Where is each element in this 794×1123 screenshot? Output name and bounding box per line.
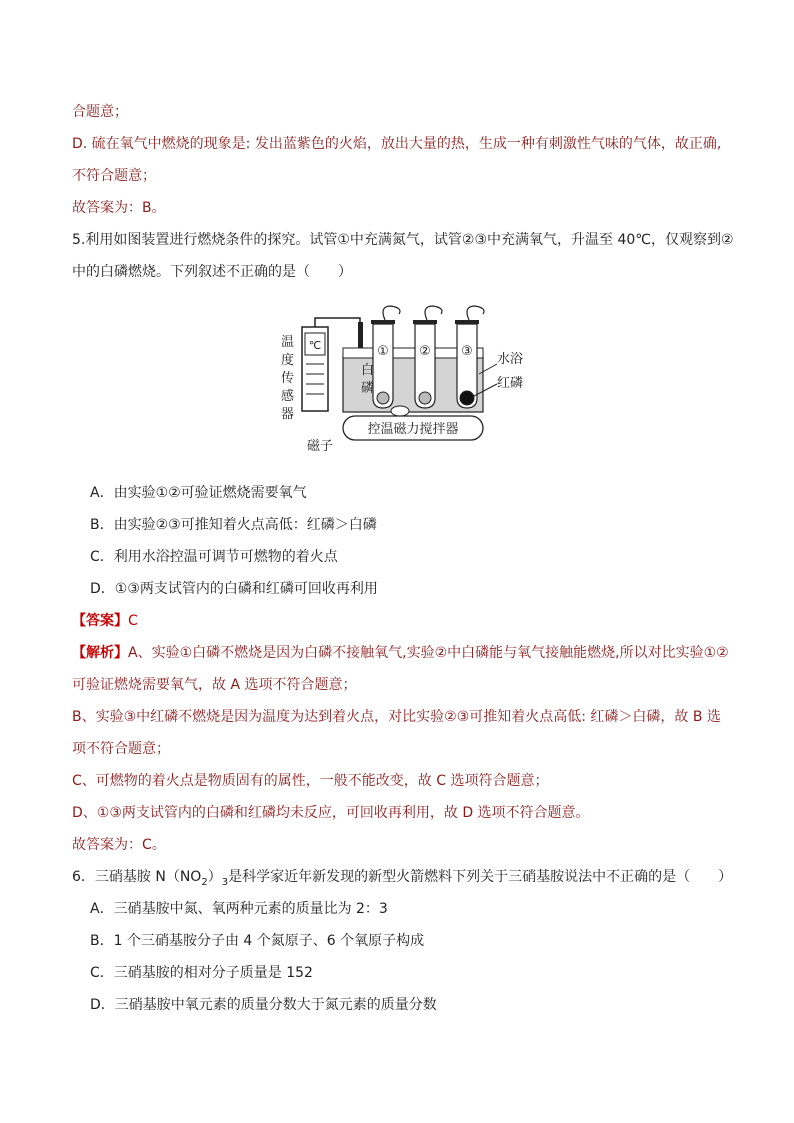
sensor-label-1: 温 (281, 335, 295, 350)
q5-stem-line-2: 中的白磷燃烧。下列叙述不正确的是（ ） (72, 264, 352, 280)
q6-stem-post: 是科学家近年新发现的新型火箭燃料下列关于三硝基胺说法中不正确的是（ ） (228, 869, 733, 885)
red-p-label: 红磷 (497, 376, 524, 391)
tube-label-1: ① (377, 344, 389, 359)
water-bath-label: 水浴 (497, 352, 524, 367)
q5-option-a: A．由实验①②可验证燃烧需要氧气 (90, 485, 307, 501)
white-phosphorus-1 (377, 392, 389, 404)
analysis-tag: 【解析】 (72, 645, 128, 661)
combustion-apparatus-diagram (275, 300, 524, 460)
red-phosphorus (460, 391, 474, 405)
prev-answer-line-2: D. 硫在氧气中燃烧的现象是: 发出蓝紫色的火焰，放出大量的热，生成一种有刺激性气味的气体，故正确, (72, 136, 722, 152)
sensor-label-3: 传 (281, 371, 295, 386)
q5-option-d: D．①③两支试管内的白磷和红磷可回收再利用 (90, 581, 378, 597)
q5-analysis-line-3: B、实验③中红磷不燃烧是因为温度为达到着火点，对比实验②③可推知着火点高低: 红磷＞白磷，故 B 选 (72, 709, 721, 725)
q5-stem-line-1: 5.利用如图装置进行燃烧条件的探究。试管①中充满氮气，试管②③中充满氧气，升温至 40℃，仅观察到② (72, 232, 734, 248)
prev-answer-line-1: 合题意； (72, 104, 128, 120)
q5-conclusion: 故答案为：C。 (72, 837, 166, 853)
stirrer-label: 控温磁力搅拌器 (367, 422, 459, 437)
prev-answer-conclusion: 故答案为：B。 (72, 200, 166, 216)
sensor-label-4: 感 (281, 389, 295, 404)
tube-label-3: ③ (461, 344, 473, 359)
sensor-label-5: 器 (281, 407, 295, 422)
sensor-display-unit: ℃ (308, 339, 322, 352)
q6-stem-pre: 6．三硝基胺 N（NO (72, 869, 202, 885)
sensor-label-2: 度 (281, 353, 295, 368)
answer-tag: 【答案】 (72, 613, 128, 629)
q5-analysis-line-5: C、可燃物的着火点是物质固有的属性，一般不能改变，故 C 选项符合题意； (72, 773, 549, 789)
white-phosphorus-2 (419, 392, 431, 404)
white-p-label-1: 白 (361, 363, 375, 378)
q5-option-b: B．由实验②③可推知着火点高低：红磷＞白磷 (90, 517, 377, 533)
q5-analysis-line-6: D、①③两支试管内的白磷和红磷均未反应，可回收再利用，故 D 选项不符合题意。 (72, 805, 590, 821)
q6-sub-2: 3 (221, 876, 229, 888)
magnet-label: 磁子 (307, 439, 334, 454)
q6-option-a: A．三硝基胺中氮、氧两种元素的质量比为 2：3 (90, 901, 388, 917)
sensor-wire (315, 318, 360, 327)
white-p-label-2: 磷 (361, 381, 375, 396)
q6-option-b: B．1 个三硝基胺分子由 4 个氮原子、6 个氧原子构成 (90, 933, 425, 949)
analysis-text-1: A、实验①白磷不燃烧是因为白磷不接触氧气,实验②中白磷能与氧气接触能燃烧,所以对比实验①② (128, 645, 729, 661)
q5-answer (72, 611, 138, 631)
q5-analysis-line-1 (72, 643, 729, 663)
q5-analysis-line-2: 可验证燃烧需要氧气，故 A 选项不符合题意； (72, 677, 357, 693)
q6-sub-1: 2 (201, 876, 208, 888)
q6-stem (72, 867, 732, 893)
q6-stem-mid: ） (207, 869, 222, 885)
tube-label-2: ② (419, 344, 431, 359)
q5-analysis-line-4: 项不符合题意； (72, 741, 170, 757)
q5-option-c: C．利用水浴控温可调节可燃物的着火点 (90, 549, 338, 565)
prev-answer-line-3: 不符合题意； (72, 168, 156, 184)
answer-value: C (128, 613, 138, 629)
magnetic-stir-bar (391, 406, 409, 416)
q6-option-c: C．三硝基胺的相对分子质量是 152 (90, 965, 313, 981)
q6-option-d: D．三硝基胺中氧元素的质量分数大于氮元素的质量分数 (90, 997, 437, 1013)
